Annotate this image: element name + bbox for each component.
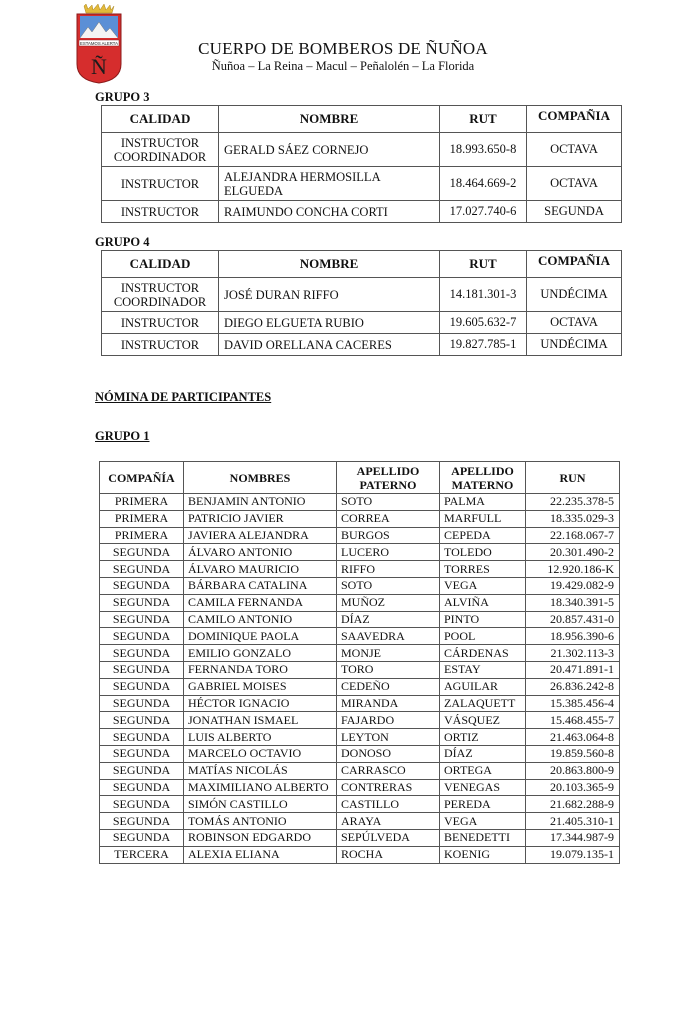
table-row bbox=[100, 729, 620, 746]
table-header-row bbox=[100, 462, 620, 494]
nombre-cell bbox=[219, 133, 440, 167]
nombres-cell: MATÍAS NICOLÁS bbox=[184, 762, 337, 779]
apellido-materno-cell: DÍAZ bbox=[440, 745, 526, 762]
apellido-paterno-cell: CORREA bbox=[337, 510, 440, 527]
cell-line: ELGUEDA bbox=[224, 183, 284, 198]
apellido-paterno-cell: FAJARDO bbox=[337, 712, 440, 729]
nombres-cell: BENJAMIN ANTONIO bbox=[184, 494, 337, 511]
col-header-compania: COMPAÑIA bbox=[527, 251, 622, 278]
document-title: CUERPO DE BOMBEROS DE ÑUÑOA bbox=[198, 39, 488, 58]
run-cell: 20.471.891-1 bbox=[526, 661, 620, 678]
run-cell: 21.682.288-9 bbox=[526, 796, 620, 813]
apellido-materno-cell: POOL bbox=[440, 628, 526, 645]
table-row bbox=[102, 133, 622, 167]
nombres-cell: BÁRBARA CATALINA bbox=[184, 577, 337, 594]
apellido-paterno-cell: SEPÚLVEDA bbox=[337, 829, 440, 846]
apellido-materno-cell: PEREDA bbox=[440, 796, 526, 813]
calidad-cell bbox=[102, 278, 219, 312]
apellido-materno-cell: VEGA bbox=[440, 577, 526, 594]
run-cell: 26.836.242-8 bbox=[526, 678, 620, 695]
nombres-cell: LUIS ALBERTO bbox=[184, 729, 337, 746]
run-cell: 20.863.800-9 bbox=[526, 762, 620, 779]
apellido-materno-cell: ALVIÑA bbox=[440, 594, 526, 611]
rut-cell: 18.993.650-8 bbox=[440, 133, 527, 167]
compania-cell: SEGUNDA bbox=[100, 544, 184, 561]
grupo3-label: GRUPO 3 bbox=[95, 90, 150, 104]
table-row bbox=[100, 762, 620, 779]
run-cell: 21.463.064-8 bbox=[526, 729, 620, 746]
apellido-paterno-cell: BURGOS bbox=[337, 527, 440, 544]
run-cell: 20.301.490-2 bbox=[526, 544, 620, 561]
apellido-paterno-cell: MONJE bbox=[337, 645, 440, 662]
compania-cell: OCTAVA bbox=[527, 312, 622, 334]
run-cell: 18.340.391-5 bbox=[526, 594, 620, 611]
col-header-calidad: CALIDAD bbox=[102, 106, 219, 133]
compania-cell: OCTAVA bbox=[527, 167, 622, 201]
table-row bbox=[100, 745, 620, 762]
compania-cell: SEGUNDA bbox=[100, 813, 184, 830]
apellido-paterno-cell: ROCHA bbox=[337, 846, 440, 863]
run-cell: 18.335.029-3 bbox=[526, 510, 620, 527]
compania-cell: SEGUNDA bbox=[100, 796, 184, 813]
apellido-paterno-cell: RIFFO bbox=[337, 561, 440, 578]
document-subtitle: Ñuñoa – La Reina – Macul – Peñalolén – La Florida bbox=[211, 59, 475, 73]
calidad-cell bbox=[102, 133, 219, 167]
cell-line: INSTRUCTOR bbox=[120, 135, 200, 150]
apellido-materno-cell: MARFULL bbox=[440, 510, 526, 527]
run-cell: 20.103.365-9 bbox=[526, 779, 620, 796]
compania-cell: SEGUNDA bbox=[100, 729, 184, 746]
apellido-paterno-cell: ARAYA bbox=[337, 813, 440, 830]
rut-cell: 19.827.785-1 bbox=[440, 334, 527, 356]
nombres-cell: GABRIEL MOISES bbox=[184, 678, 337, 695]
cell-line: COORDINADOR bbox=[113, 294, 207, 309]
cell-line: INSTRUCTOR bbox=[120, 280, 200, 295]
apellido-materno-cell: PALMA bbox=[440, 494, 526, 511]
col-header-nombre: NOMBRE bbox=[219, 106, 440, 133]
svg-text:ESTAMOS ALERTA: ESTAMOS ALERTA bbox=[80, 41, 118, 46]
table-row bbox=[100, 611, 620, 628]
compania-cell: PRIMERA bbox=[100, 494, 184, 511]
table-row bbox=[100, 846, 620, 863]
apellido-materno-cell: BENEDETTI bbox=[440, 829, 526, 846]
run-cell: 21.302.113-3 bbox=[526, 645, 620, 662]
cell-line: DIEGO ELGUETA RUBIO bbox=[224, 315, 364, 330]
run-cell: 20.857.431-0 bbox=[526, 611, 620, 628]
run-cell: 12.920.186-K bbox=[526, 561, 620, 578]
rut-cell: 18.464.669-2 bbox=[440, 167, 527, 201]
compania-cell: SEGUNDA bbox=[100, 695, 184, 712]
nombres-cell: JAVIERA ALEJANDRA bbox=[184, 527, 337, 544]
apellido-paterno-cell: SOTO bbox=[337, 494, 440, 511]
compania-cell: SEGUNDA bbox=[100, 561, 184, 578]
table-row bbox=[102, 312, 622, 334]
table-row bbox=[102, 201, 622, 223]
run-cell: 19.079.135-1 bbox=[526, 846, 620, 863]
cell-line: GERALD SÁEZ CORNEJO bbox=[224, 142, 369, 157]
compania-cell: PRIMERA bbox=[100, 527, 184, 544]
nombre-cell bbox=[219, 278, 440, 312]
run-cell: 21.405.310-1 bbox=[526, 813, 620, 830]
nombres-cell: ÁLVARO ANTONIO bbox=[184, 544, 337, 561]
nombres-cell: FERNANDA TORO bbox=[184, 661, 337, 678]
apellido-materno-cell: VÁSQUEZ bbox=[440, 712, 526, 729]
rut-cell: 17.027.740-6 bbox=[440, 201, 527, 223]
cell-line: INSTRUCTOR bbox=[120, 337, 200, 352]
apellido-materno-cell: ESTAY bbox=[440, 661, 526, 678]
compania-cell: SEGUNDA bbox=[100, 712, 184, 729]
apellido-paterno-cell: SAAVEDRA bbox=[337, 628, 440, 645]
table-row bbox=[100, 712, 620, 729]
apellido-paterno-cell: CEDEÑO bbox=[337, 678, 440, 695]
run-cell: 15.468.455-7 bbox=[526, 712, 620, 729]
apellido-materno-cell: VEGA bbox=[440, 813, 526, 830]
compania-cell: SEGUNDA bbox=[100, 829, 184, 846]
apellido-paterno-cell: TORO bbox=[337, 661, 440, 678]
col-header-nombres: NOMBRES bbox=[184, 462, 337, 494]
col-header-run: RUN bbox=[526, 462, 620, 494]
table-row bbox=[100, 645, 620, 662]
nombres-cell: HÉCTOR IGNACIO bbox=[184, 695, 337, 712]
cell-line: ALEJANDRA HERMOSILLA bbox=[224, 169, 381, 184]
nombre-cell bbox=[219, 312, 440, 334]
compania-cell: PRIMERA bbox=[100, 510, 184, 527]
table-row bbox=[100, 829, 620, 846]
apellido-paterno-cell: CASTILLO bbox=[337, 796, 440, 813]
compania-cell: SEGUNDA bbox=[527, 201, 622, 223]
compania-cell: SEGUNDA bbox=[100, 762, 184, 779]
nombres-cell: SIMÓN CASTILLO bbox=[184, 796, 337, 813]
apellido-materno-cell: TORRES bbox=[440, 561, 526, 578]
grupo4-instructor-table bbox=[101, 250, 622, 356]
nombres-cell: JONATHAN ISMAEL bbox=[184, 712, 337, 729]
calidad-cell bbox=[102, 312, 219, 334]
run-cell: 19.429.082-9 bbox=[526, 577, 620, 594]
compania-cell: SEGUNDA bbox=[100, 678, 184, 695]
apellido-materno-cell: ZALAQUETT bbox=[440, 695, 526, 712]
apellido-paterno-cell: SOTO bbox=[337, 577, 440, 594]
table-row bbox=[102, 167, 622, 201]
svg-text:Ñ: Ñ bbox=[91, 54, 107, 79]
table-row bbox=[102, 278, 622, 312]
rut-cell: 14.181.301-3 bbox=[440, 278, 527, 312]
table-row bbox=[100, 661, 620, 678]
rut-cell: 19.605.632-7 bbox=[440, 312, 527, 334]
grupo1-label: GRUPO 1 bbox=[95, 429, 150, 443]
compania-cell: SEGUNDA bbox=[100, 611, 184, 628]
apellido-materno-cell: CÁRDENAS bbox=[440, 645, 526, 662]
compania-cell: OCTAVA bbox=[527, 133, 622, 167]
apellido-materno-cell: ORTIZ bbox=[440, 729, 526, 746]
nombre-cell bbox=[219, 167, 440, 201]
col-header-calidad: CALIDAD bbox=[102, 251, 219, 278]
calidad-cell bbox=[102, 201, 219, 223]
table-row bbox=[100, 544, 620, 561]
fire-department-crest-logo bbox=[76, 2, 122, 84]
apellido-paterno-cell: LUCERO bbox=[337, 544, 440, 561]
table-row bbox=[100, 494, 620, 511]
nombres-cell: PATRICIO JAVIER bbox=[184, 510, 337, 527]
run-cell: 15.385.456-4 bbox=[526, 695, 620, 712]
table-header-row bbox=[102, 251, 622, 278]
calidad-cell bbox=[102, 334, 219, 356]
compania-cell: SEGUNDA bbox=[100, 645, 184, 662]
nombres-cell: TOMÁS ANTONIO bbox=[184, 813, 337, 830]
col-header-nombre: NOMBRE bbox=[219, 251, 440, 278]
compania-cell: UNDÉCIMA bbox=[527, 334, 622, 356]
table-header-row bbox=[102, 106, 622, 133]
col-header-rut: RUT bbox=[440, 106, 527, 133]
compania-cell: TERCERA bbox=[100, 846, 184, 863]
nombre-cell bbox=[219, 334, 440, 356]
compania-cell: SEGUNDA bbox=[100, 594, 184, 611]
table-row bbox=[100, 628, 620, 645]
table-row bbox=[100, 678, 620, 695]
apellido-materno-cell: CEPEDA bbox=[440, 527, 526, 544]
nombres-cell: ALEXIA ELIANA bbox=[184, 846, 337, 863]
compania-cell: SEGUNDA bbox=[100, 745, 184, 762]
apellido-materno-cell: ORTEGA bbox=[440, 762, 526, 779]
apellido-materno-cell: AGUILAR bbox=[440, 678, 526, 695]
nombres-cell: CAMILA FERNANDA bbox=[184, 594, 337, 611]
apellido-paterno-cell: LEYTON bbox=[337, 729, 440, 746]
nombres-cell: DOMINIQUE PAOLA bbox=[184, 628, 337, 645]
apellido-paterno-cell: DONOSO bbox=[337, 745, 440, 762]
apellido-materno-cell: TOLEDO bbox=[440, 544, 526, 561]
apellido-paterno-cell: MUÑOZ bbox=[337, 594, 440, 611]
grupo4-label: GRUPO 4 bbox=[95, 235, 150, 249]
cell-line: INSTRUCTOR bbox=[120, 176, 200, 191]
compania-cell: SEGUNDA bbox=[100, 577, 184, 594]
table-row bbox=[100, 695, 620, 712]
table-row bbox=[102, 334, 622, 356]
table-row bbox=[100, 561, 620, 578]
grupo3-instructor-table bbox=[101, 105, 622, 223]
cell-line: INSTRUCTOR bbox=[120, 204, 200, 219]
run-cell: 17.344.987-9 bbox=[526, 829, 620, 846]
col-header-compania: COMPAÑÍA bbox=[100, 462, 184, 494]
calidad-cell bbox=[102, 167, 219, 201]
col-header-apellido-materno: APELLIDO MATERNO bbox=[440, 462, 526, 494]
cell-line: INSTRUCTOR bbox=[120, 315, 200, 330]
table-row bbox=[100, 577, 620, 594]
apellido-paterno-cell: CONTRERAS bbox=[337, 779, 440, 796]
compania-cell: SEGUNDA bbox=[100, 661, 184, 678]
apellido-paterno-cell: CARRASCO bbox=[337, 762, 440, 779]
table-row bbox=[100, 813, 620, 830]
apellido-materno-cell: VENEGAS bbox=[440, 779, 526, 796]
compania-cell: UNDÉCIMA bbox=[527, 278, 622, 312]
nombres-cell: MARCELO OCTAVIO bbox=[184, 745, 337, 762]
col-header-apellido-paterno: APELLIDO PATERNO bbox=[337, 462, 440, 494]
table-row bbox=[100, 796, 620, 813]
nombres-cell: EMILIO GONZALO bbox=[184, 645, 337, 662]
nombres-cell: CAMILO ANTONIO bbox=[184, 611, 337, 628]
nombre-cell bbox=[219, 201, 440, 223]
col-header-compania: COMPAÑIA bbox=[527, 106, 622, 133]
table-row bbox=[100, 594, 620, 611]
apellido-paterno-cell: MIRANDA bbox=[337, 695, 440, 712]
run-cell: 22.235.378-5 bbox=[526, 494, 620, 511]
cell-line: JOSÉ DURAN RIFFO bbox=[224, 287, 339, 302]
cell-line: RAIMUNDO CONCHA CORTI bbox=[224, 204, 388, 219]
grupo1-participants-table bbox=[99, 461, 620, 864]
cell-line: COORDINADOR bbox=[113, 149, 207, 164]
nomina-title: NÓMINA DE PARTICIPANTES bbox=[95, 390, 272, 404]
apellido-materno-cell: PINTO bbox=[440, 611, 526, 628]
table-row bbox=[100, 510, 620, 527]
nombres-cell: MAXIMILIANO ALBERTO bbox=[184, 779, 337, 796]
run-cell: 19.859.560-8 bbox=[526, 745, 620, 762]
run-cell: 22.168.067-7 bbox=[526, 527, 620, 544]
nombres-cell: ROBINSON EDGARDO bbox=[184, 829, 337, 846]
compania-cell: SEGUNDA bbox=[100, 779, 184, 796]
col-header-rut: RUT bbox=[440, 251, 527, 278]
nombres-cell: ÁLVARO MAURICIO bbox=[184, 561, 337, 578]
table-row bbox=[100, 779, 620, 796]
compania-cell: SEGUNDA bbox=[100, 628, 184, 645]
cell-line: DAVID ORELLANA CACERES bbox=[224, 337, 392, 352]
apellido-paterno-cell: DÍAZ bbox=[337, 611, 440, 628]
apellido-materno-cell: KOENIG bbox=[440, 846, 526, 863]
table-row bbox=[100, 527, 620, 544]
run-cell: 18.956.390-6 bbox=[526, 628, 620, 645]
